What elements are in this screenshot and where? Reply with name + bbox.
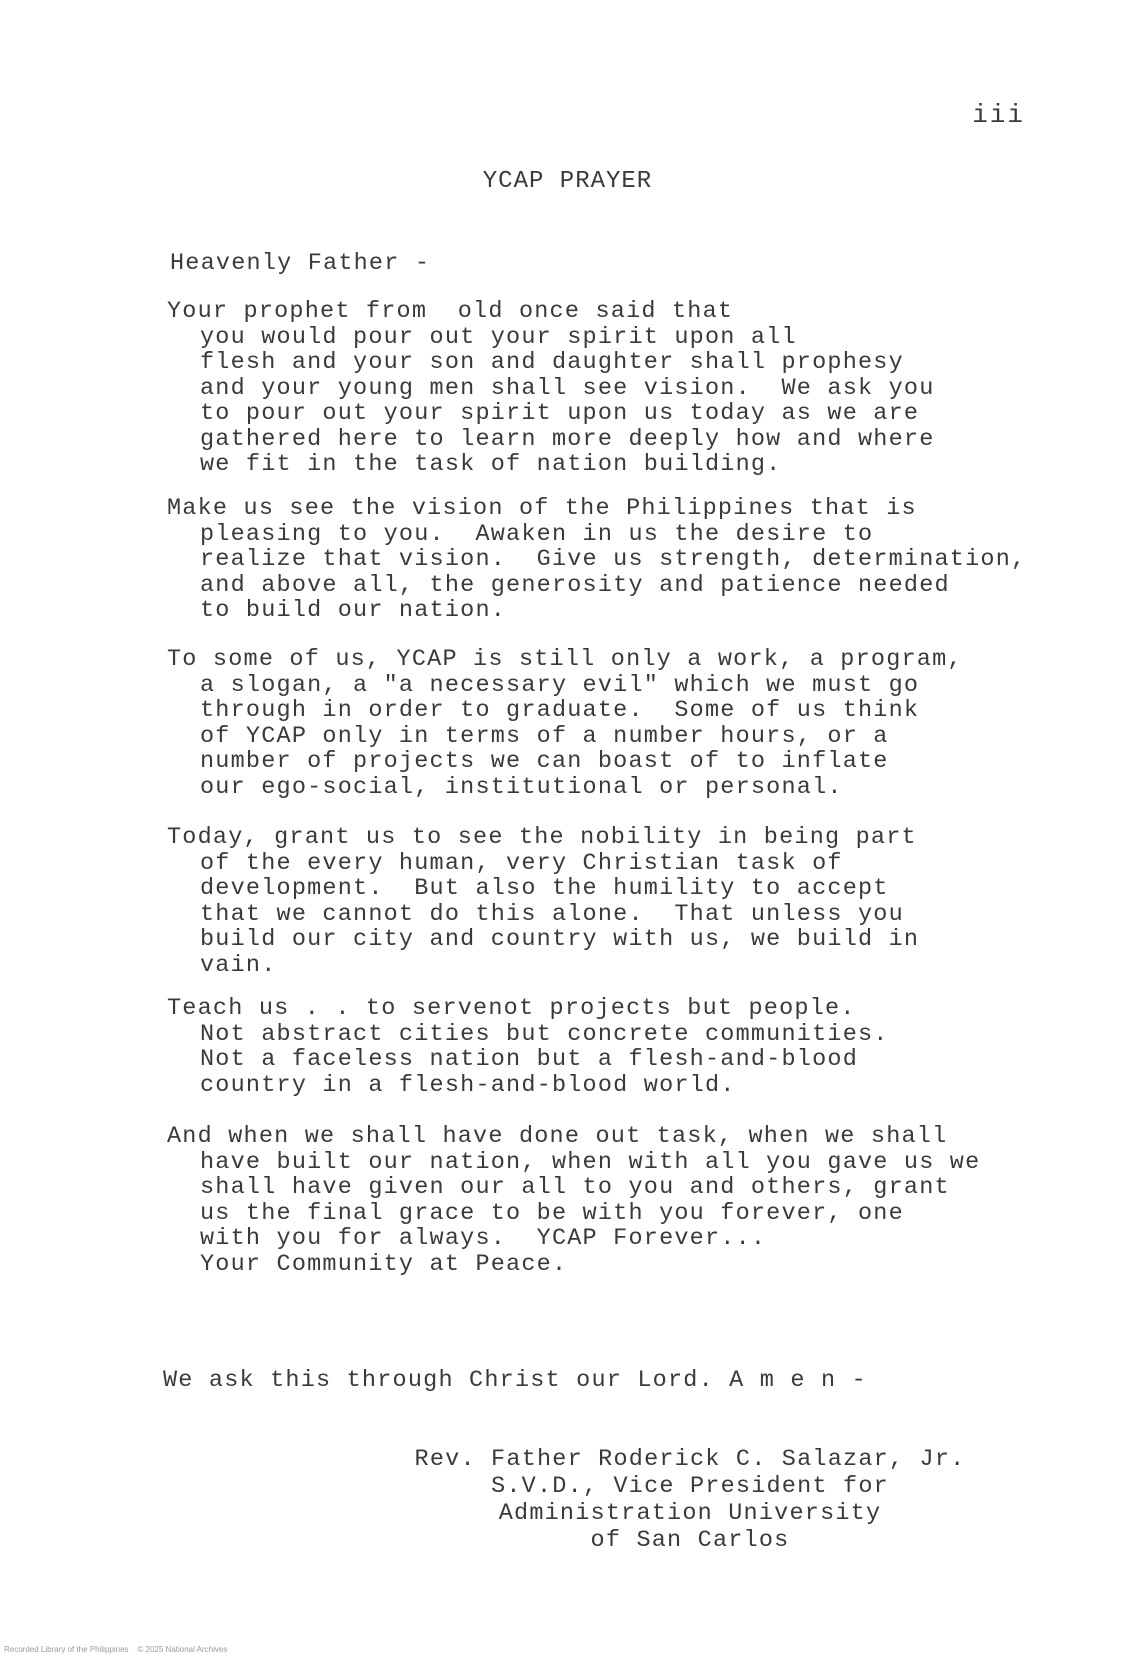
paragraph-line: Teach us . . to servenot projects but people. bbox=[167, 995, 856, 1022]
paragraph-line: a slogan, a "a necessary evil" which we must go bbox=[200, 671, 920, 699]
paragraph-line: Not abstract cities but concrete communities. bbox=[200, 1020, 889, 1048]
signature-block bbox=[380, 1446, 1000, 1554]
paragraph-line: of the every human, very Christian task of bbox=[200, 849, 843, 877]
signature-line: of San Carlos bbox=[590, 1527, 790, 1554]
paragraph-line: to build our nation. bbox=[200, 597, 507, 624]
signature-line: S.V.D., Vice President for bbox=[491, 1473, 889, 1500]
paragraph-line: us the final grace to be with you forever, one bbox=[200, 1199, 904, 1227]
paragraph-line: and your young men shall see vision. We ask you bbox=[200, 374, 935, 402]
paragraph-line: Today, grant us to see the nobility in being part bbox=[167, 824, 917, 851]
page-title: YCAP PRAYER bbox=[482, 168, 653, 195]
paragraph-line: and above all, the generosity and patience needed bbox=[200, 571, 950, 599]
paragraph-line: shall have given our all to you and others, grant bbox=[200, 1174, 950, 1201]
paragraph-line: Your prophet from old once said that bbox=[167, 298, 734, 325]
paragraph-line: to pour out your spirit upon us today as we are bbox=[200, 400, 920, 427]
page-number: iii bbox=[972, 100, 1025, 130]
footer-note: Recorded Library of the Philippines © 2025 National Archives bbox=[4, 1645, 228, 1654]
paragraph-line: that we cannot do this alone. That unless you bbox=[200, 900, 904, 928]
signature-line: Administration University bbox=[498, 1500, 882, 1527]
paragraph-line: gathered here to learn more deeply how and where bbox=[200, 425, 935, 453]
paragraph-line: we fit in the task of nation building. bbox=[200, 451, 782, 478]
paragraph-line: Your Community at Peace. bbox=[200, 1250, 568, 1278]
paragraph-line: through in order to graduate. Some of us think bbox=[200, 697, 920, 724]
salutation: Heavenly Father - bbox=[170, 250, 431, 277]
paragraph-line: development. But also the humility to accept bbox=[200, 875, 889, 902]
paragraph-line: vain. bbox=[200, 951, 277, 979]
paragraph-line: Make us see the vision of the Philippines that is bbox=[167, 495, 917, 522]
paragraph-line: flesh and your son and daughter shall prophesy bbox=[200, 349, 904, 376]
paragraph-line: number of projects we can boast of to inflate bbox=[200, 748, 889, 775]
paragraph-line: have built our nation, when with all you gave us we bbox=[200, 1148, 981, 1176]
paragraph-line: our ego-social, institutional or personal. bbox=[200, 773, 843, 801]
paragraph-line: with you for always. YCAP Forever... bbox=[200, 1225, 767, 1252]
closing-line: We ask this through Christ our Lord. A m e n - bbox=[163, 1367, 867, 1394]
paragraph-line: pleasing to you. Awaken in us the desire to bbox=[200, 520, 874, 548]
signature-line: Rev. Father Roderick C. Salazar, Jr. bbox=[414, 1446, 966, 1473]
paragraph-line: you would pour out your spirit upon all bbox=[200, 323, 797, 351]
paragraph-line: realize that vision. Give us strength, determination, bbox=[200, 546, 1027, 573]
paragraph-line: of YCAP only in terms of a number hours, or a bbox=[200, 722, 889, 750]
paragraph-line: Not a faceless nation but a flesh-and-blood bbox=[200, 1046, 858, 1073]
paragraph-line: And when we shall have done out task, when we shall bbox=[167, 1123, 948, 1150]
paragraph-line: build our city and country with us, we build in bbox=[200, 926, 920, 953]
paragraph-line: country in a flesh-and-blood world. bbox=[200, 1071, 736, 1099]
paragraph-line: To some of us, YCAP is still only a work, a program, bbox=[167, 646, 963, 673]
